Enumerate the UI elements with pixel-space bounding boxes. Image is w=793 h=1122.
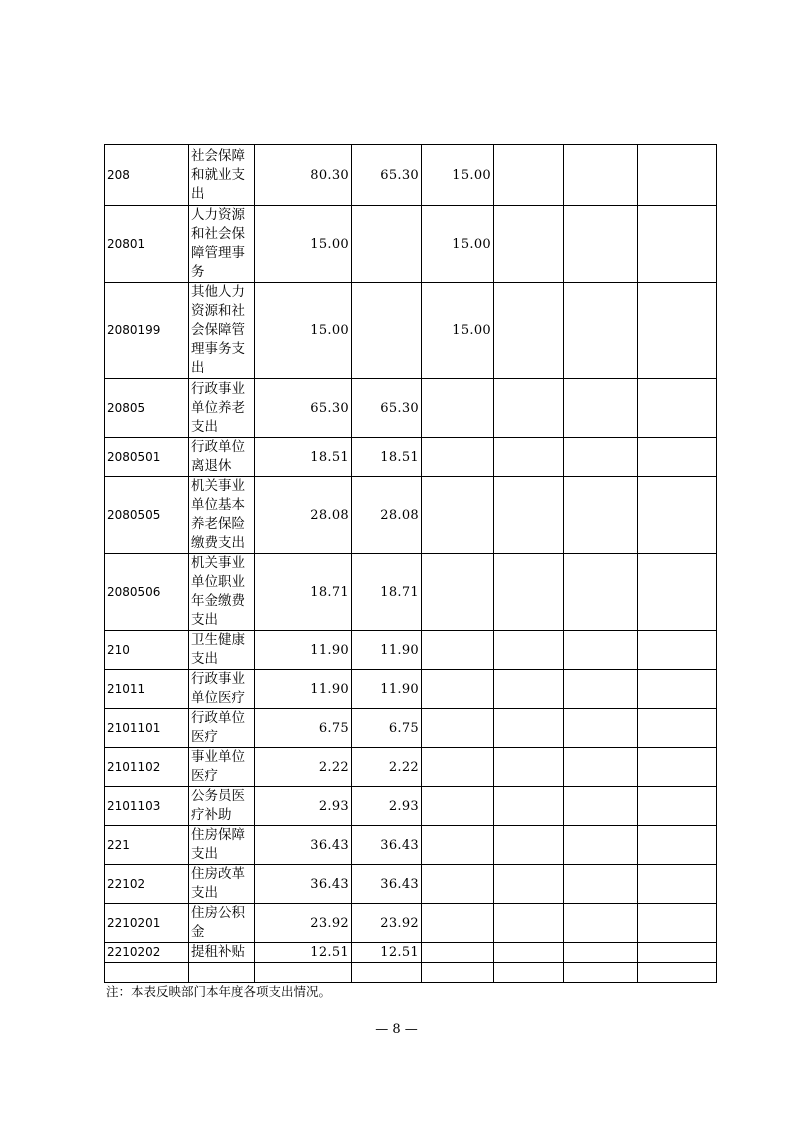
item-code-cell	[105, 963, 189, 983]
total-cell: 12.51	[255, 943, 352, 963]
blank-cell	[494, 748, 564, 787]
blank-cell	[638, 631, 717, 670]
blank-cell	[494, 206, 564, 283]
blank-cell	[564, 379, 638, 438]
basic-expenditure-cell	[352, 283, 422, 379]
basic-expenditure-cell: 65.30	[352, 145, 422, 206]
total-cell: 18.51	[255, 438, 352, 477]
blank-cell	[494, 904, 564, 943]
basic-expenditure-cell: 36.43	[352, 865, 422, 904]
item-name-cell: 事业单位医疗	[189, 748, 255, 787]
basic-expenditure-cell: 23.92	[352, 904, 422, 943]
item-name-cell: 提租补贴	[189, 943, 255, 963]
project-expenditure-cell: 15.00	[422, 145, 494, 206]
project-expenditure-cell	[422, 748, 494, 787]
item-name-cell: 行政单位医疗	[189, 709, 255, 748]
table-body	[105, 145, 717, 983]
blank-cell	[638, 379, 717, 438]
blank-cell	[494, 963, 564, 983]
table-row	[105, 963, 717, 983]
item-name-cell: 社会保障和就业支出	[189, 145, 255, 206]
basic-expenditure-cell: 2.22	[352, 748, 422, 787]
blank-cell	[638, 963, 717, 983]
blank-cell	[564, 748, 638, 787]
blank-cell	[494, 670, 564, 709]
table-row	[105, 904, 717, 943]
blank-cell	[494, 554, 564, 631]
basic-expenditure-cell	[352, 963, 422, 983]
item-code-cell: 2101101	[105, 709, 189, 748]
blank-cell	[564, 145, 638, 206]
project-expenditure-cell	[422, 904, 494, 943]
blank-cell	[638, 283, 717, 379]
blank-cell	[638, 670, 717, 709]
table-row	[105, 865, 717, 904]
item-name-cell: 行政事业单位养老支出	[189, 379, 255, 438]
project-expenditure-cell	[422, 631, 494, 670]
table-row	[105, 283, 717, 379]
blank-cell	[638, 145, 717, 206]
blank-cell	[638, 865, 717, 904]
item-code-cell: 2080506	[105, 554, 189, 631]
blank-cell	[494, 787, 564, 826]
project-expenditure-cell	[422, 438, 494, 477]
blank-cell	[564, 554, 638, 631]
total-cell: 11.90	[255, 670, 352, 709]
table-row	[105, 670, 717, 709]
blank-cell	[638, 787, 717, 826]
total-cell: 65.30	[255, 379, 352, 438]
table-row	[105, 631, 717, 670]
item-code-cell: 221	[105, 826, 189, 865]
table-row	[105, 379, 717, 438]
blank-cell	[494, 709, 564, 748]
table-row	[105, 826, 717, 865]
item-code-cell: 2101103	[105, 787, 189, 826]
project-expenditure-cell: 15.00	[422, 206, 494, 283]
blank-cell	[564, 787, 638, 826]
project-expenditure-cell	[422, 787, 494, 826]
project-expenditure-cell	[422, 670, 494, 709]
total-cell: 28.08	[255, 477, 352, 554]
total-cell: 36.43	[255, 865, 352, 904]
item-name-cell: 机关事业单位基本养老保险缴费支出	[189, 477, 255, 554]
item-name-cell: 人力资源和社会保障管理事务	[189, 206, 255, 283]
item-name-cell: 其他人力资源和社会保障管理事务支出	[189, 283, 255, 379]
item-code-cell: 2080505	[105, 477, 189, 554]
table-row	[105, 787, 717, 826]
project-expenditure-cell	[422, 379, 494, 438]
item-code-cell: 21011	[105, 670, 189, 709]
blank-cell	[638, 748, 717, 787]
page-number: — 8 —	[375, 1022, 418, 1037]
basic-expenditure-cell: 12.51	[352, 943, 422, 963]
basic-expenditure-cell: 11.90	[352, 631, 422, 670]
blank-cell	[494, 826, 564, 865]
item-code-cell: 210	[105, 631, 189, 670]
table-row	[105, 709, 717, 748]
blank-cell	[564, 865, 638, 904]
project-expenditure-cell: 15.00	[422, 283, 494, 379]
basic-expenditure-cell: 36.43	[352, 826, 422, 865]
item-code-cell: 2080501	[105, 438, 189, 477]
total-cell: 36.43	[255, 826, 352, 865]
table-row	[105, 206, 717, 283]
basic-expenditure-cell: 11.90	[352, 670, 422, 709]
blank-cell	[638, 904, 717, 943]
item-name-cell: 住房保障支出	[189, 826, 255, 865]
blank-cell	[494, 283, 564, 379]
table-row	[105, 554, 717, 631]
item-name-cell: 机关事业单位职业年金缴费支出	[189, 554, 255, 631]
item-code-cell: 2101102	[105, 748, 189, 787]
project-expenditure-cell	[422, 477, 494, 554]
blank-cell	[638, 554, 717, 631]
basic-expenditure-cell	[352, 206, 422, 283]
blank-cell	[564, 631, 638, 670]
blank-cell	[564, 943, 638, 963]
blank-cell	[494, 145, 564, 206]
basic-expenditure-cell: 2.93	[352, 787, 422, 826]
expenditure-table	[104, 144, 717, 983]
table-row	[105, 748, 717, 787]
total-cell: 11.90	[255, 631, 352, 670]
project-expenditure-cell	[422, 826, 494, 865]
total-cell: 18.71	[255, 554, 352, 631]
item-name-cell: 公务员医疗补助	[189, 787, 255, 826]
item-name-cell: 住房公积金	[189, 904, 255, 943]
item-name-cell: 卫生健康支出	[189, 631, 255, 670]
blank-cell	[494, 477, 564, 554]
basic-expenditure-cell: 18.71	[352, 554, 422, 631]
table-row	[105, 438, 717, 477]
blank-cell	[638, 709, 717, 748]
basic-expenditure-cell: 18.51	[352, 438, 422, 477]
blank-cell	[564, 283, 638, 379]
blank-cell	[638, 206, 717, 283]
blank-cell	[638, 477, 717, 554]
project-expenditure-cell	[422, 963, 494, 983]
blank-cell	[564, 438, 638, 477]
total-cell: 15.00	[255, 283, 352, 379]
table-row	[105, 145, 717, 206]
item-code-cell: 22102	[105, 865, 189, 904]
blank-cell	[564, 477, 638, 554]
blank-cell	[564, 670, 638, 709]
total-cell: 6.75	[255, 709, 352, 748]
table-row	[105, 943, 717, 963]
item-code-cell: 2210201	[105, 904, 189, 943]
item-name-cell	[189, 963, 255, 983]
item-code-cell: 2210202	[105, 943, 189, 963]
total-cell: 15.00	[255, 206, 352, 283]
blank-cell	[638, 438, 717, 477]
total-cell: 23.92	[255, 904, 352, 943]
item-code-cell: 208	[105, 145, 189, 206]
blank-cell	[494, 943, 564, 963]
blank-cell	[494, 379, 564, 438]
total-cell	[255, 963, 352, 983]
item-name-cell: 行政单位离退休	[189, 438, 255, 477]
item-code-cell: 2080199	[105, 283, 189, 379]
blank-cell	[638, 826, 717, 865]
blank-cell	[564, 709, 638, 748]
project-expenditure-cell	[422, 554, 494, 631]
blank-cell	[638, 943, 717, 963]
table-row	[105, 477, 717, 554]
table-note: 注：本表反映部门本年度各项支出情况。	[106, 984, 332, 999]
project-expenditure-cell	[422, 709, 494, 748]
blank-cell	[564, 206, 638, 283]
project-expenditure-cell	[422, 943, 494, 963]
blank-cell	[494, 438, 564, 477]
basic-expenditure-cell: 6.75	[352, 709, 422, 748]
total-cell: 2.93	[255, 787, 352, 826]
blank-cell	[564, 826, 638, 865]
project-expenditure-cell	[422, 865, 494, 904]
item-code-cell: 20801	[105, 206, 189, 283]
total-cell: 80.30	[255, 145, 352, 206]
total-cell: 2.22	[255, 748, 352, 787]
item-name-cell: 行政事业单位医疗	[189, 670, 255, 709]
basic-expenditure-cell: 28.08	[352, 477, 422, 554]
blank-cell	[564, 963, 638, 983]
item-name-cell: 住房改革支出	[189, 865, 255, 904]
basic-expenditure-cell: 65.30	[352, 379, 422, 438]
blank-cell	[564, 904, 638, 943]
item-code-cell: 20805	[105, 379, 189, 438]
blank-cell	[494, 631, 564, 670]
blank-cell	[494, 865, 564, 904]
